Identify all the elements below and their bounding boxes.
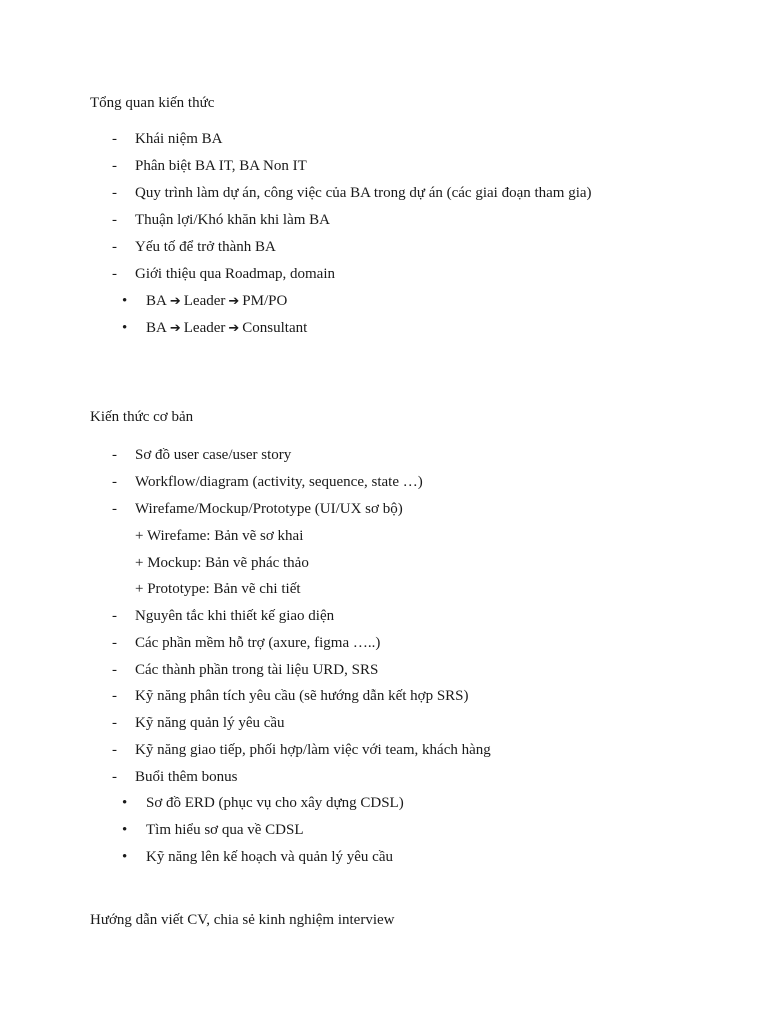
sub-item-text: + Wirefame: Bản vẽ sơ khai (135, 528, 304, 544)
role-target: Consultant (242, 320, 308, 336)
arrow-right-icon: ➔ (228, 321, 240, 336)
list-item-text: Các phần mềm hỗ trợ (axure, figma …..) (135, 635, 381, 651)
bullet-marker: • (122, 849, 128, 865)
dash-marker: - (112, 608, 117, 624)
bullet-item-text: Sơ đồ ERD (phục vụ cho xây dựng CDSL) (146, 795, 404, 811)
bullet-marker: • (122, 822, 128, 838)
dash-marker: - (112, 239, 117, 255)
arrow-right-icon: ➔ (228, 294, 240, 309)
role-leader: Leader (183, 293, 226, 309)
list-item-text: Buổi thêm bonus (135, 769, 238, 785)
dash-marker: - (112, 715, 117, 731)
dash-marker: - (112, 447, 117, 463)
bullet-item-text: Tìm hiểu sơ qua về CDSL (146, 822, 304, 838)
bullet-marker: • (122, 293, 128, 309)
list-item-text: Thuận lợi/Khó khăn khi làm BA (135, 212, 330, 228)
bullet-item-text (146, 319, 307, 338)
bullet-marker: • (122, 795, 128, 811)
arrow-right-icon: ➔ (169, 321, 181, 336)
dash-marker: - (112, 688, 117, 704)
list-item-text: Nguyên tắc khi thiết kế giao diện (135, 608, 335, 624)
dash-marker: - (112, 158, 117, 174)
dash-marker: - (112, 474, 117, 490)
list-item-text: Sơ đồ user case/user story (135, 447, 292, 463)
role-ba: BA (146, 293, 167, 309)
arrow-right-icon: ➔ (169, 294, 181, 309)
section-heading-basics: Kiến thức cơ bản (90, 409, 194, 425)
dash-marker: - (112, 501, 117, 517)
list-item-text: Quy trình làm dự án, công việc của BA trong dự án (các giai đoạn tham gia) (135, 185, 592, 201)
dash-marker: - (112, 635, 117, 651)
dash-marker: - (112, 212, 117, 228)
list-item-text: Phân biệt BA IT, BA Non IT (135, 158, 307, 174)
sub-item-text: + Prototype: Bản vẽ chi tiết (135, 581, 301, 597)
section-heading-cv-interview: Hướng dẫn viết CV, chia sẻ kinh nghiệm interview (90, 912, 395, 928)
list-item-text: Các thành phần trong tài liệu URD, SRS (135, 662, 379, 678)
sub-item-text: + Mockup: Bản vẽ phác thảo (135, 555, 309, 571)
role-target: PM/PO (242, 293, 288, 309)
dash-marker: - (112, 742, 117, 758)
section-heading-overview: Tổng quan kiến thức (90, 95, 215, 111)
list-item-text: Kỹ năng phân tích yêu cầu (sẽ hướng dẫn kết hợp SRS) (135, 688, 469, 704)
bullet-marker: • (122, 320, 128, 336)
bullet-item-text: Kỹ năng lên kế hoạch và quản lý yêu cầu (146, 849, 393, 865)
dash-marker: - (112, 769, 117, 785)
list-item-text: Kỹ năng giao tiếp, phối hợp/làm việc với team, khách hàng (135, 742, 491, 758)
list-item-text: Kỹ năng quản lý yêu cầu (135, 715, 285, 731)
list-item-text: Wirefame/Mockup/Prototype (UI/UX sơ bộ) (135, 501, 403, 517)
role-ba: BA (146, 320, 167, 336)
bullet-item-text (146, 292, 287, 311)
list-item-text: Workflow/diagram (activity, sequence, state …) (135, 474, 423, 490)
dash-marker: - (112, 131, 117, 147)
dash-marker: - (112, 266, 117, 282)
dash-marker: - (112, 662, 117, 678)
role-leader: Leader (183, 320, 226, 336)
list-item-text: Khái niệm BA (135, 131, 223, 147)
dash-marker: - (112, 185, 117, 201)
list-item-text: Yếu tố để trở thành BA (135, 239, 276, 255)
list-item-text: Giới thiệu qua Roadmap, domain (135, 266, 335, 282)
